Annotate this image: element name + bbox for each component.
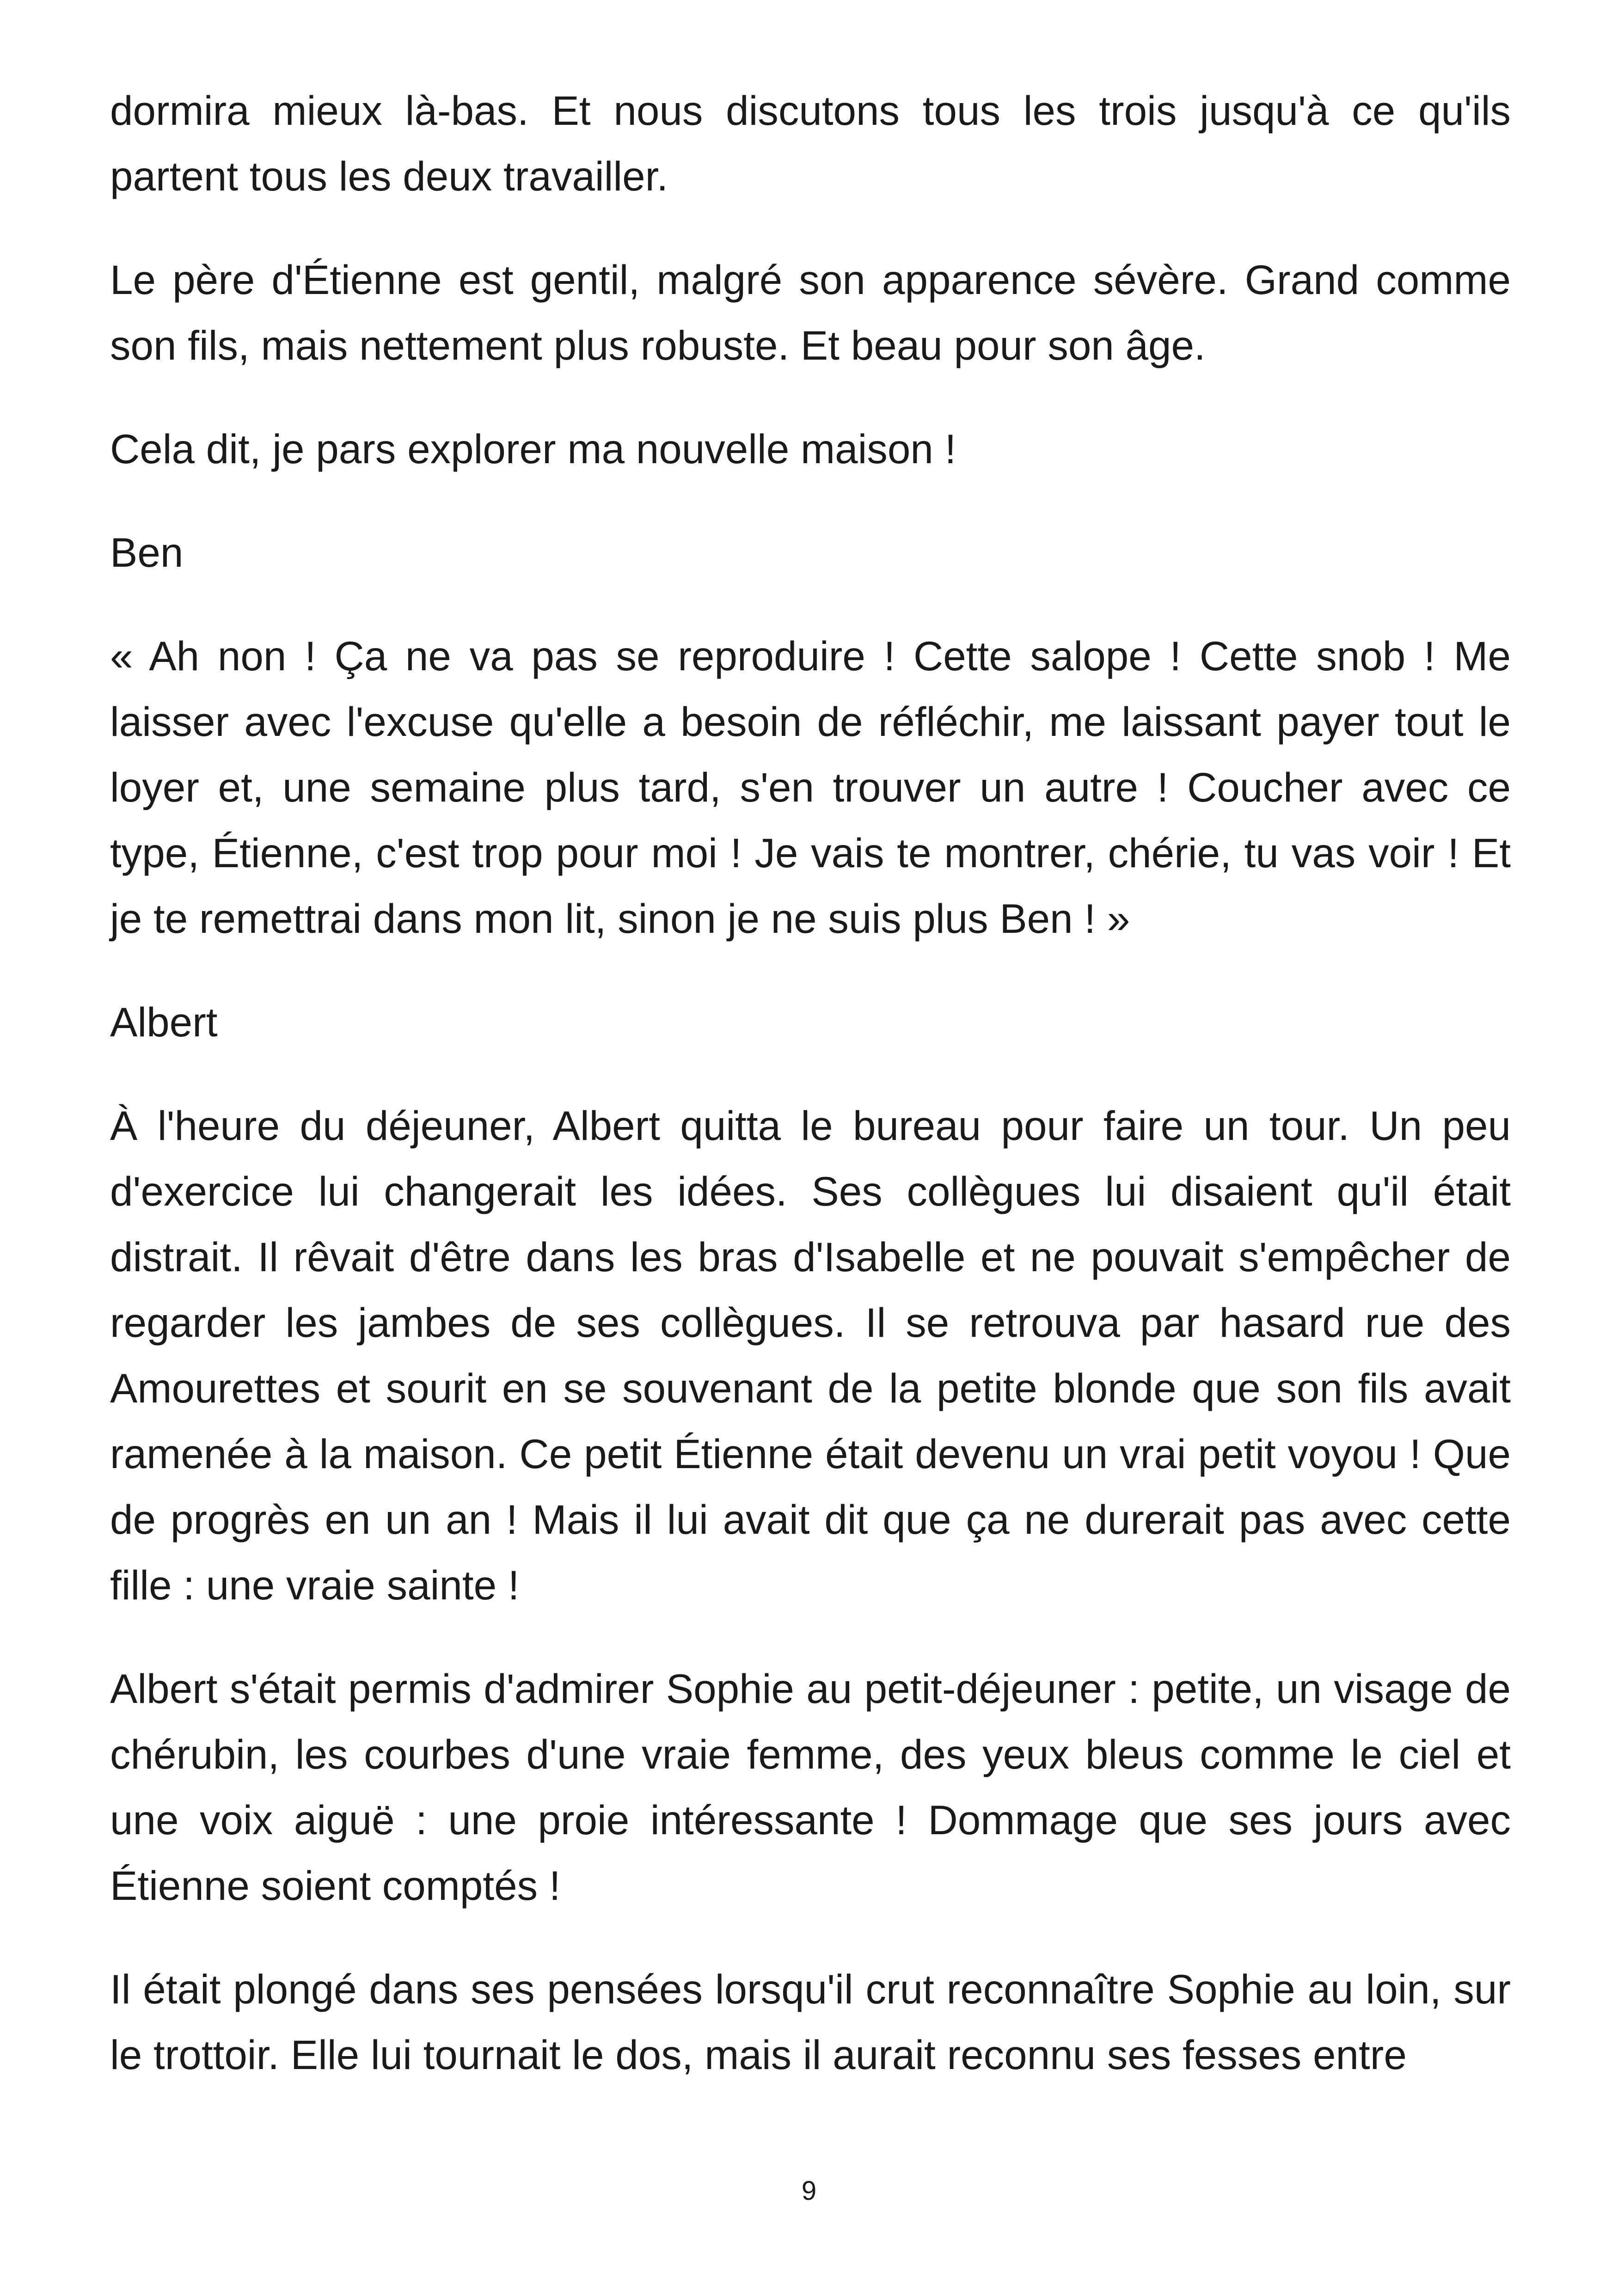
section-heading-albert: Albert — [110, 999, 218, 1045]
body-text — [110, 78, 1511, 2125]
paragraph-1: dormira mieux là-bas. Et nous discutons tous les trois jusqu'à ce qu'ils partent tous les deux travailler. — [110, 87, 1511, 199]
paragraph-ben-quote: « Ah non ! Ça ne va pas se reproduire ! Cette salope ! Cette snob ! Me laisser avec l'excuse qu'elle a besoin de réfléchir, me laissant payer tout le loyer et, une semaine plus tard, s'en trouver un autre ! Coucher avec ce type, Étienne, c'est trop pour moi ! Je vais te montrer, chérie, tu vas voir ! Et je te remettrai dans mon lit, sinon je ne suis plus Ben ! » — [110, 633, 1511, 942]
section-heading-ben: Ben — [110, 529, 184, 576]
paragraph-albert-2: Albert s'était permis d'admirer Sophie au petit-déjeuner : petite, un visage de chérubin, les courbes d'une vraie femme, des yeux bleus comme le ciel et une voix aiguë : une proie intéressante ! Dommage que ses jours avec Étienne soient comptés ! — [110, 1665, 1511, 1909]
page-number: 9 — [801, 2176, 817, 2206]
paragraph-2: Le père d'Étienne est gentil, malgré son apparence sévère. Grand comme son fils, mais nettement plus robuste. Et beau pour son âge. — [110, 257, 1511, 368]
paragraph-albert-3: Il était plongé dans ses pensées lorsqu'il crut reconnaître Sophie au loin, sur le trottoir. Elle lui tournait le dos, mais il aurait reconnu ses fesses entre — [110, 1966, 1511, 2078]
paragraph-albert-1: À l'heure du déjeuner, Albert quitta le bureau pour faire un tour. Un peu d'exercice lui changerait les idées. Ses collègues lui disaient qu'il était distrait. Il rêvait d'être dans les bras d'Isabelle et ne pouvait s'empêcher de regarder les jambes de ses collègues. Il se retrouva par hasard rue des Amourettes et sourit en se souvenant de la petite blonde que son fils avait ramenée à la maison. Ce petit Étienne était devenu un vrai petit voyou ! Que de progrès en un an ! Mais il lui avait dit que ça ne durerait pas avec cette fille : une vraie sainte ! — [110, 1102, 1511, 1608]
paragraph-3: Cela dit, je pars explorer ma nouvelle maison ! — [110, 426, 956, 472]
